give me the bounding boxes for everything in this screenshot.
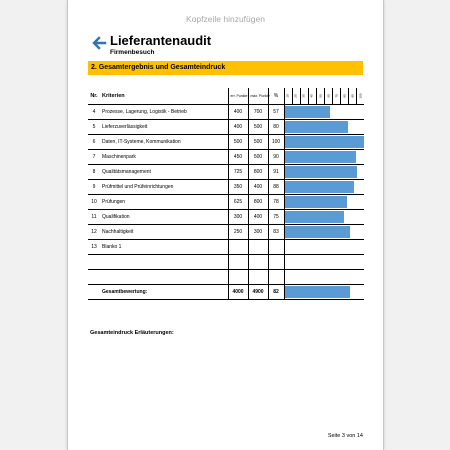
row-bar-cell xyxy=(284,254,364,269)
total-row xyxy=(88,284,364,299)
row-max: 500 xyxy=(248,149,268,164)
row-achieved: 4000 xyxy=(228,284,248,299)
score-bar xyxy=(285,106,330,118)
scale-tick xyxy=(333,88,341,104)
score-bar xyxy=(285,211,345,223)
scale-tick-label: 30 xyxy=(302,94,307,98)
row-nr: 11 xyxy=(88,209,100,224)
row-nr: 8 xyxy=(88,164,100,179)
score-bar xyxy=(285,166,357,178)
row-percent: 75 xyxy=(268,209,284,224)
table-row xyxy=(88,254,364,269)
row-nr: 6 xyxy=(88,134,100,149)
score-bar xyxy=(285,151,357,163)
table-row xyxy=(88,269,364,284)
table-row xyxy=(88,224,364,239)
row-percent: 80 xyxy=(268,119,284,134)
row-max xyxy=(248,254,268,269)
header-max: max. Punkte xyxy=(248,88,268,104)
scale-tick xyxy=(293,88,301,104)
row-percent xyxy=(268,254,284,269)
row-achieved: 400 xyxy=(228,119,248,134)
document-page xyxy=(67,0,384,450)
row-bar-cell xyxy=(284,224,364,239)
row-criteria: Gesamtbewertung: xyxy=(100,284,228,299)
score-bar xyxy=(285,286,350,298)
document-title: Lieferantenaudit xyxy=(110,33,212,48)
score-bar xyxy=(285,181,355,193)
row-bar-cell xyxy=(284,149,364,164)
page-footer: Seite 3 von 14 xyxy=(327,433,363,439)
row-percent: 78 xyxy=(268,194,284,209)
scale-tick xyxy=(325,88,333,104)
back-arrow-icon[interactable] xyxy=(92,36,106,50)
row-max: 400 xyxy=(248,179,268,194)
row-max: 300 xyxy=(248,224,268,239)
row-achieved: 625 xyxy=(228,194,248,209)
table-row xyxy=(88,134,364,149)
row-percent: 100 xyxy=(268,134,284,149)
row-max: 800 xyxy=(248,194,268,209)
row-achieved xyxy=(228,269,248,284)
header-nr: Nr. xyxy=(88,88,100,104)
row-achieved xyxy=(228,254,248,269)
table-row xyxy=(88,104,364,119)
row-nr xyxy=(88,284,100,299)
row-nr xyxy=(88,254,100,269)
row-criteria: Prüfungen xyxy=(100,194,228,209)
row-achieved: 725 xyxy=(228,164,248,179)
row-nr xyxy=(88,269,100,284)
row-percent: 83 xyxy=(268,224,284,239)
row-bar-cell xyxy=(284,104,364,119)
row-criteria: Daten, IT-Systeme, Kommunikation xyxy=(100,134,228,149)
scale-tick xyxy=(285,88,293,104)
table-row xyxy=(88,239,364,254)
header-achieved: err. Punkte xyxy=(228,88,248,104)
section-title: 2. Gesamtergebnis und Gesamteindruck xyxy=(91,64,226,71)
row-nr: 9 xyxy=(88,179,100,194)
row-achieved: 350 xyxy=(228,179,248,194)
row-max: 700 xyxy=(248,104,268,119)
score-bar xyxy=(285,121,349,133)
scale-tick xyxy=(357,88,364,104)
row-criteria: Qualitätsmanagement xyxy=(100,164,228,179)
scale-tick-label: 60 xyxy=(326,94,331,98)
row-nr: 12 xyxy=(88,224,100,239)
row-criteria xyxy=(100,269,228,284)
header-placeholder[interactable]: Kopfzeile hinzufügen xyxy=(186,14,265,24)
row-achieved: 400 xyxy=(228,104,248,119)
row-percent: 91 xyxy=(268,164,284,179)
scale-tick-label: 20 xyxy=(294,94,299,98)
table-row xyxy=(88,194,364,209)
scale-tick-label: 70 xyxy=(334,94,339,98)
row-criteria: Maschinenpark xyxy=(100,149,228,164)
row-nr: 7 xyxy=(88,149,100,164)
scale-tick-label: 10 xyxy=(286,94,291,98)
header-percent: % xyxy=(268,88,284,104)
row-nr: 13 xyxy=(88,239,100,254)
scale-tick xyxy=(349,88,357,104)
table-row xyxy=(88,164,364,179)
scale-tick-label: 90 xyxy=(350,94,355,98)
table-row xyxy=(88,119,364,134)
scale-header xyxy=(284,88,364,104)
row-max: 4900 xyxy=(248,284,268,299)
row-bar-cell xyxy=(284,209,364,224)
scale-tick-label: 40 xyxy=(310,94,315,98)
row-achieved: 500 xyxy=(228,134,248,149)
row-achieved: 250 xyxy=(228,224,248,239)
scale-tick xyxy=(317,88,325,104)
row-bar-cell xyxy=(284,164,364,179)
row-criteria: Qualifikation xyxy=(100,209,228,224)
row-nr: 4 xyxy=(88,104,100,119)
row-criteria: Nachhaltigkeit xyxy=(100,224,228,239)
scale-tick xyxy=(301,88,309,104)
row-bar-cell xyxy=(284,194,364,209)
row-percent xyxy=(268,239,284,254)
row-percent: 82 xyxy=(268,284,284,299)
row-bar-cell xyxy=(284,179,364,194)
row-bar-cell xyxy=(284,269,364,284)
row-percent xyxy=(268,269,284,284)
score-bar xyxy=(285,136,365,148)
row-percent: 88 xyxy=(268,179,284,194)
scale-tick xyxy=(309,88,317,104)
row-criteria: Blanko 1 xyxy=(100,239,228,254)
row-bar-cell xyxy=(284,119,364,134)
row-criteria: Lieferzuverlässigkeit xyxy=(100,119,228,134)
scale-tick-label: 50 xyxy=(318,94,323,98)
criteria-table xyxy=(88,88,364,300)
section-header-bar xyxy=(88,61,363,75)
row-max: 500 xyxy=(248,134,268,149)
document-subtitle: Firmenbesuch xyxy=(110,49,155,56)
row-max xyxy=(248,269,268,284)
score-bar xyxy=(285,226,351,238)
row-bar-cell xyxy=(284,284,364,299)
row-max xyxy=(248,239,268,254)
row-bar-cell xyxy=(284,239,364,254)
row-criteria: Prozesse, Lagerung, Logistik - Betrieb xyxy=(100,104,228,119)
row-nr: 5 xyxy=(88,119,100,134)
row-nr: 10 xyxy=(88,194,100,209)
row-percent: 57 xyxy=(268,104,284,119)
row-percent: 90 xyxy=(268,149,284,164)
row-bar-cell xyxy=(284,134,364,149)
scale-tick-label: 100 xyxy=(358,93,363,99)
row-max: 500 xyxy=(248,119,268,134)
table-header-row xyxy=(88,88,364,104)
row-achieved xyxy=(228,239,248,254)
row-criteria xyxy=(100,254,228,269)
row-achieved: 450 xyxy=(228,149,248,164)
row-criteria: Prüfmittel und Prüfeinrichtungen xyxy=(100,179,228,194)
table-row xyxy=(88,209,364,224)
row-achieved: 300 xyxy=(228,209,248,224)
row-max: 400 xyxy=(248,209,268,224)
scale-tick xyxy=(341,88,349,104)
table-row xyxy=(88,149,364,164)
header-criteria: Kriterien xyxy=(100,88,228,104)
score-bar xyxy=(285,196,347,208)
table-row xyxy=(88,179,364,194)
row-max: 800 xyxy=(248,164,268,179)
remarks-label: Gesamteindruck Erläuterungen: xyxy=(90,330,174,336)
scale-tick-label: 80 xyxy=(342,94,347,98)
